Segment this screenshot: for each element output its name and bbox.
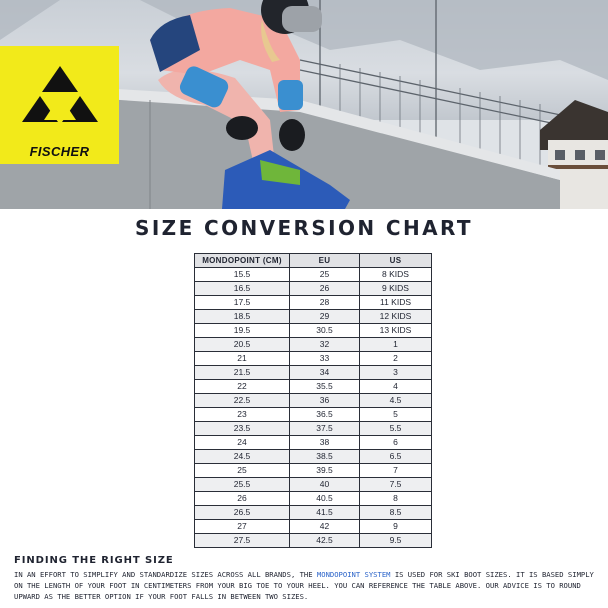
column-header: MONDOPOINT (CM) — [195, 254, 290, 268]
mondopoint-cell: 20.5 — [195, 338, 290, 352]
us-cell: 5 — [360, 408, 432, 422]
us-cell: 6.5 — [360, 450, 432, 464]
table-row — [195, 422, 432, 436]
us-cell: 8 — [360, 492, 432, 506]
eu-cell: 36 — [290, 394, 360, 408]
table-row — [195, 492, 432, 506]
mondopoint-cell: 16.5 — [195, 282, 290, 296]
eu-cell: 32 — [290, 338, 360, 352]
mondopoint-cell: 26.5 — [195, 506, 290, 520]
table-row — [195, 394, 432, 408]
us-cell: 6 — [360, 436, 432, 450]
table-row — [195, 282, 432, 296]
us-cell: 11 KIDS — [360, 296, 432, 310]
mondopoint-cell: 22.5 — [195, 394, 290, 408]
column-header: US — [360, 254, 432, 268]
mondopoint-cell: 27.5 — [195, 534, 290, 548]
table-row — [195, 352, 432, 366]
mondopoint-cell: 23 — [195, 408, 290, 422]
mondopoint-cell: 21 — [195, 352, 290, 366]
eu-cell: 25 — [290, 268, 360, 282]
eu-cell: 38.5 — [290, 450, 360, 464]
table-row — [195, 366, 432, 380]
fischer-logo — [0, 46, 119, 164]
column-header: EU — [290, 254, 360, 268]
eu-cell: 37.5 — [290, 422, 360, 436]
us-cell: 12 KIDS — [360, 310, 432, 324]
mondopoint-cell: 15.5 — [195, 268, 290, 282]
us-cell: 7 — [360, 464, 432, 478]
section-heading: FINDING THE RIGHT SIZE — [14, 555, 174, 566]
eu-cell: 29 — [290, 310, 360, 324]
us-cell: 9 KIDS — [360, 282, 432, 296]
us-cell: 9 — [360, 520, 432, 534]
mondopoint-cell: 17.5 — [195, 296, 290, 310]
eu-cell: 40 — [290, 478, 360, 492]
advice-paragraph — [14, 569, 598, 602]
mondopoint-cell: 24.5 — [195, 450, 290, 464]
table-row — [195, 464, 432, 478]
table-body — [195, 268, 432, 548]
us-cell: 13 KIDS — [360, 324, 432, 338]
mondopoint-cell: 19.5 — [195, 324, 290, 338]
us-cell: 2 — [360, 352, 432, 366]
table-row — [195, 310, 432, 324]
mondopoint-cell: 25 — [195, 464, 290, 478]
eu-cell: 34 — [290, 366, 360, 380]
mondopoint-cell: 25.5 — [195, 478, 290, 492]
us-cell: 4 — [360, 380, 432, 394]
eu-cell: 39.5 — [290, 464, 360, 478]
table-row — [195, 534, 432, 548]
table-header-row — [195, 254, 432, 268]
hero-photo — [0, 0, 608, 209]
table-row — [195, 408, 432, 422]
eu-cell: 28 — [290, 296, 360, 310]
eu-cell: 33 — [290, 352, 360, 366]
mondopoint-cell: 24 — [195, 436, 290, 450]
table-row — [195, 380, 432, 394]
us-cell: 1 — [360, 338, 432, 352]
size-conversion-table — [194, 253, 432, 548]
mondopoint-cell: 27 — [195, 520, 290, 534]
us-cell: 7.5 — [360, 478, 432, 492]
table-row — [195, 324, 432, 338]
us-cell: 4.5 — [360, 394, 432, 408]
table-row — [195, 268, 432, 282]
table-row — [195, 450, 432, 464]
eu-cell: 40.5 — [290, 492, 360, 506]
eu-cell: 35.5 — [290, 380, 360, 394]
advice-text-before: IN AN EFFORT TO SIMPLIFY AND STANDARDIZE SIZES ACROSS ALL BRANDS, THE — [14, 570, 317, 579]
eu-cell: 30.5 — [290, 324, 360, 338]
table-row — [195, 338, 432, 352]
eu-cell: 26 — [290, 282, 360, 296]
mondopoint-cell: 23.5 — [195, 422, 290, 436]
page-title: SIZE CONVERSION CHART — [135, 216, 473, 240]
mondopoint-cell: 22 — [195, 380, 290, 394]
mondopoint-cell: 21.5 — [195, 366, 290, 380]
mondopoint-cell: 26 — [195, 492, 290, 506]
eu-cell: 42.5 — [290, 534, 360, 548]
us-cell: 8.5 — [360, 506, 432, 520]
mondopoint-highlight: MONDOPOINT SYSTEM — [316, 570, 391, 579]
advice-text-after: IS USED FOR SKI BOOT SIZES. IT IS BASED SIMPLY ON THE LENGTH OF YOUR FOOT IN CENTIMETERS FROM YOUR BIG TOE TO YOUR HEEL. YOU CAN REFERENCE THE TABLE ABOVE. OUR ADVICE IS TO ROUND UPWARD AS THE BETTER OPTION IF YOUR FOOT FALLS IN BETWEEN TWO SIZES. — [14, 570, 594, 601]
mondopoint-cell: 18.5 — [195, 310, 290, 324]
us-cell: 5.5 — [360, 422, 432, 436]
eu-cell: 41.5 — [290, 506, 360, 520]
table-row — [195, 506, 432, 520]
eu-cell: 42 — [290, 520, 360, 534]
table-row — [195, 478, 432, 492]
us-cell: 8 KIDS — [360, 268, 432, 282]
us-cell: 9.5 — [360, 534, 432, 548]
table-row — [195, 436, 432, 450]
us-cell: 3 — [360, 366, 432, 380]
fischer-logo-word: FISCHER — [29, 144, 90, 159]
table-row — [195, 296, 432, 310]
table-row — [195, 520, 432, 534]
eu-cell: 38 — [290, 436, 360, 450]
eu-cell: 36.5 — [290, 408, 360, 422]
